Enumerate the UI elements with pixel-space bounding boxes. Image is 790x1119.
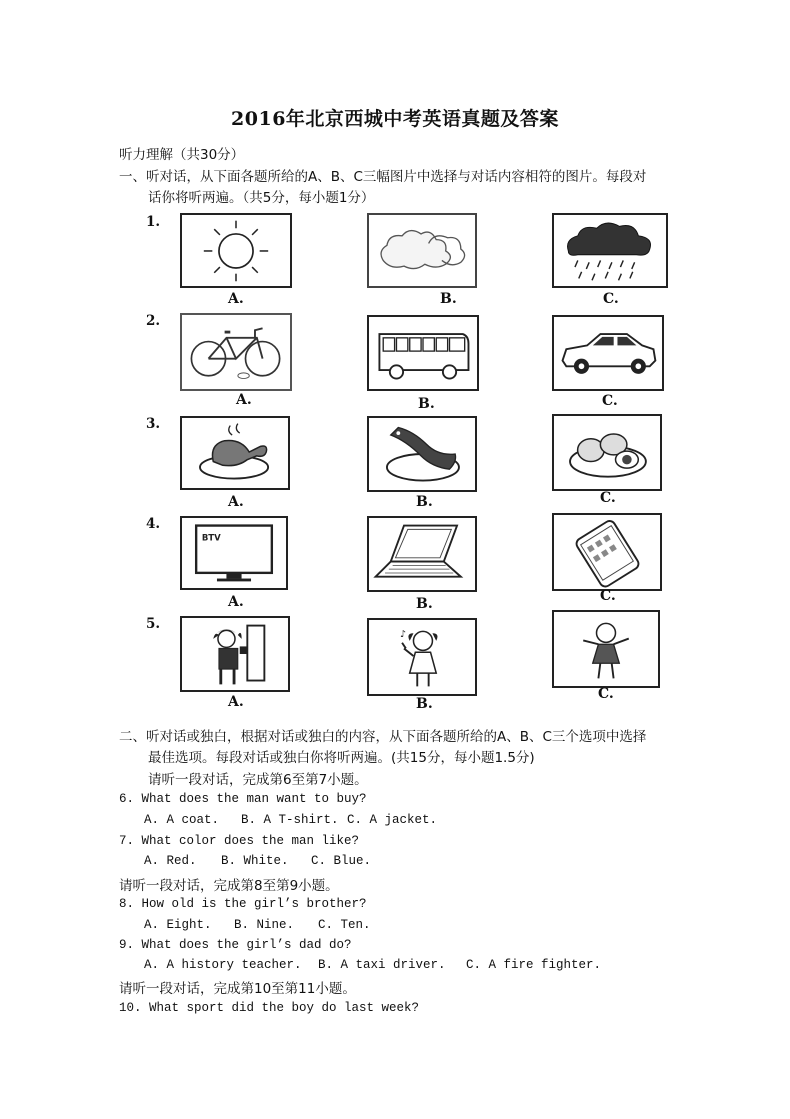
tv-icon <box>196 526 272 573</box>
q3-option-a-label: A. <box>228 494 244 510</box>
q3-option-b-label: B. <box>416 494 433 510</box>
q7-option-c: C. Blue. <box>311 854 372 868</box>
question-7: 7. What color does the man like? <box>119 834 360 848</box>
bread-egg-icon <box>554 416 660 489</box>
q6-option-c: C. A jacket. <box>347 813 438 827</box>
bread-egg-picture[interactable] <box>552 414 662 491</box>
q6-option-a: A. A coat. <box>144 813 220 827</box>
q2-option-b-label: B. <box>418 396 435 412</box>
q5-option-b-label: B. <box>416 696 433 712</box>
part2-instruction-line2: 最佳选项。每段对话或独白你将听两遍。(共15分，每小题1.5分) <box>148 750 535 766</box>
page-title: 2016年北京西城中考英语真题及答案 <box>231 108 559 130</box>
bus-icon <box>369 317 477 389</box>
question-6: 6. What does the man want to buy? <box>119 792 367 806</box>
piano-picture[interactable] <box>180 616 290 692</box>
phone-icon <box>554 515 660 589</box>
bus-picture[interactable] <box>367 315 479 391</box>
dancing-picture[interactable] <box>552 610 660 688</box>
rain-picture[interactable] <box>552 213 668 288</box>
q1-option-c-label: C. <box>603 291 619 307</box>
q5-option-a-label: A. <box>228 694 244 710</box>
rain-cloud-icon <box>554 215 666 286</box>
laptop-picture[interactable] <box>367 516 477 592</box>
clouds-picture[interactable] <box>367 213 477 288</box>
part2-instruction-line1: 二、听对话或独白，根据对话或独白的内容，从下面各题所给的A、B、C三个选项中选择 <box>119 729 647 745</box>
cloud-icon <box>369 215 475 286</box>
q8-option-c: C. Ten. <box>318 918 371 932</box>
q8-option-a: A. Eight. <box>144 918 212 932</box>
q7-option-b: B. White. <box>221 854 289 868</box>
phone-picture[interactable] <box>552 513 662 591</box>
car-picture[interactable] <box>552 315 664 391</box>
intro-questions-10-11: 请听一段对话，完成第10至第11小题。 <box>119 981 356 997</box>
q5-option-c-label: C. <box>598 686 614 702</box>
singing-picture[interactable] <box>367 618 477 696</box>
chicken-leg-icon <box>182 418 288 488</box>
q4-option-c-label: C. <box>600 588 616 604</box>
girl-piano-icon <box>182 618 288 690</box>
q9-option-b: B. A taxi driver. <box>318 958 446 972</box>
sun-picture[interactable] <box>180 213 292 288</box>
bicycle-picture[interactable] <box>180 313 292 391</box>
part1-instruction-line1: 一、听对话，从下面各题所给的A、B、C三幅图片中选择与对话内容相符的图片。每段对 <box>119 169 647 185</box>
q7-option-a: A. Red. <box>144 854 197 868</box>
q6-option-b: B. A T-shirt. <box>241 813 339 827</box>
intro-questions-8-9: 请听一段对话，完成第8至第9小题。 <box>119 878 339 894</box>
question-9: 9. What does the girl’s dad do? <box>119 938 352 952</box>
listening-header: 听力理解（共30分） <box>119 147 245 163</box>
car-icon <box>554 317 662 389</box>
intro-questions-6-7: 请听一段对话，完成第6至第7小题。 <box>148 772 368 788</box>
part1-instruction-line2: 话你将听两遍。（共5分，每小题1分） <box>148 190 375 206</box>
question-number-4: 4. <box>146 516 161 532</box>
question-number-1: 1. <box>146 214 161 230</box>
fish-picture[interactable] <box>367 416 477 492</box>
question-number-2: 2. <box>146 313 161 329</box>
q8-option-b: B. Nine. <box>234 918 295 932</box>
q2-option-a-label: A. <box>236 392 252 408</box>
laptop-icon <box>369 518 475 590</box>
bicycle-icon <box>182 315 290 389</box>
question-8: 8. How old is the girl’s brother? <box>119 897 367 911</box>
question-number-5: 5. <box>146 616 161 632</box>
q3-option-c-label: C. <box>600 490 616 506</box>
girl-dancing-icon <box>554 612 658 686</box>
question-10: 10. What sport did the boy do last week? <box>119 1001 420 1015</box>
q1-option-a-label: A. <box>228 291 244 307</box>
tv-text: BTV <box>201 533 221 544</box>
q4-option-b-label: B. <box>416 596 433 612</box>
fish-icon <box>369 418 475 490</box>
q2-option-c-label: C. <box>602 393 618 409</box>
q4-option-a-label: A. <box>228 594 244 610</box>
chicken-picture[interactable] <box>180 416 290 490</box>
girl-singing-icon <box>369 620 475 694</box>
q9-option-c: C. A fire fighter. <box>466 958 602 972</box>
q1-option-b-label: B. <box>440 291 457 307</box>
svg-text:♪: ♪ <box>400 629 407 641</box>
tv-picture[interactable] <box>180 516 288 590</box>
q9-option-a: A. A history teacher. <box>144 958 302 972</box>
sun-icon <box>182 215 290 286</box>
question-number-3: 3. <box>146 416 161 432</box>
